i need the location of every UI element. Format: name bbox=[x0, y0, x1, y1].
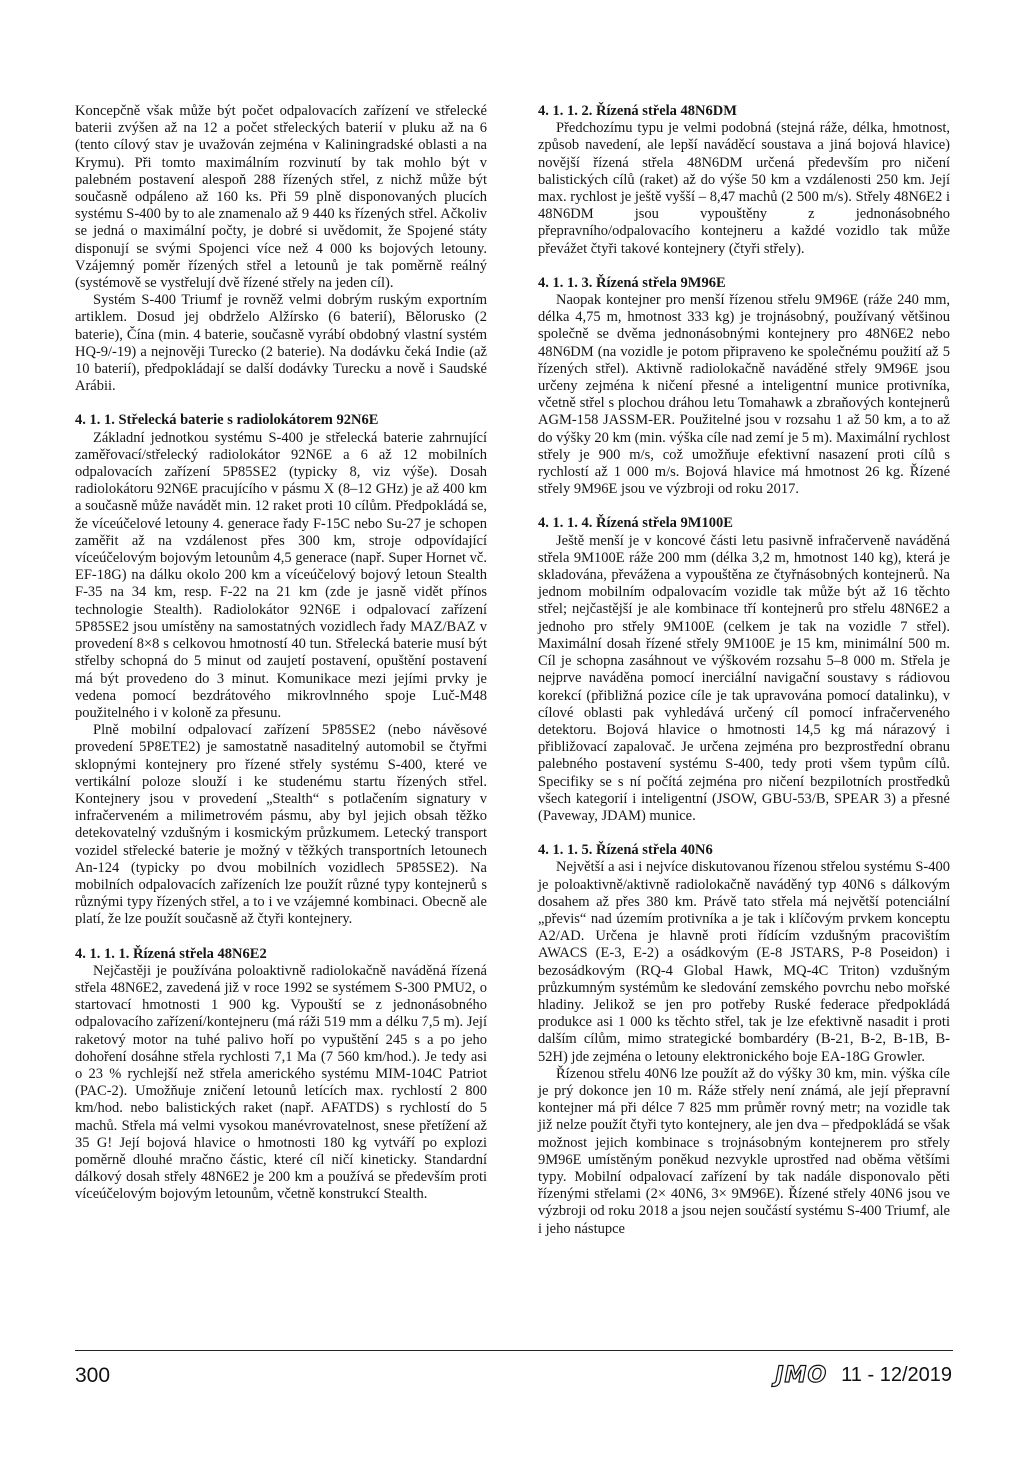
section-heading: 4. 1. 1. 3. Řízená střela 9M96E bbox=[538, 274, 726, 291]
paragraph: Předchozímu typu je velmi podobná (stejná ráže, délka, hmotnost, způsob navedení, ale lepší naváděcí soustava a jiná bojová hlavice) novější řízená střela 48N6DM určená především pro ničení balistických cílů (raket) až do výše 50 km a vzdálenosti 250 km. Její max. rychlost je ještě vyšší – 8,47 machů (2 500 m/s). Střely 48N6E2 i 48N6DM jsou vypouštěny z jednonásobného přepravního/odpalovacího kontejneru a každé vozidlo tak může převážet čtyři takové kontejnery (čtyři střely). bbox=[538, 120, 950, 257]
issue-label: 11 - 12/2019 bbox=[841, 1364, 952, 1386]
footer-rule bbox=[75, 1350, 953, 1351]
section-heading: 4. 1. 1. 5. Řízená střela 40N6 bbox=[538, 842, 713, 859]
paragraph: Řízenou střelu 40N6 lze použít až do výšky 30 km, min. výška cíle je prý dokonce jen 10 m. Ráže střely není známá, ale její přepravní kontejner má při délce 7 825 mm průměr rovný metr; na vozidle tak již nelze použít čtyři tyto kontejnery, ale jen dva – předpokládá se však možnost jejich kombinace s trojnásobným kontejnerem pro střely 9M96E umístěným poněkud nezvykle uprostřed nad oběma většími typy. Mobilní odpalovací zařízení by tak nadále disponovalo pěti řízenými střelami (2× 40N6, 3× 9M96E). Řízené střely 40N6 jsou ve výzbroji od roku 2018 a jsou nejen součástí systému S-400 Triumf, ale i jeho nástupce bbox=[538, 1065, 950, 1237]
journal-logo: JMO bbox=[775, 1363, 828, 1388]
paragraph: Systém S-400 Triumf je rovněž velmi dobrým ruským exportním artiklem. Dosud jej obdrželo Alžírsko (6 baterií), Bělorusko (2 baterie), Čína (min. 4 baterie, současně vyrábí obdobný vlastní systém HQ-9/-19) a nejnověji Turecko (2 baterie). Na dodávku čeká Indie (až 10 baterií), předpokládají se další dodávky Turecku a nově i Saudské Arábii. bbox=[75, 292, 487, 395]
section-heading: 4. 1. 1. Střelecká baterie s radiolokátorem 92N6E bbox=[75, 412, 379, 429]
paragraph: Ještě menší je v koncové části letu pasivně infračerveně naváděná střela 9M100E ráže 200 mm (délka 3,2 m, hmotnost 140 kg), která je skladována, převážena a vypouštěna ze čtyřnásobných kontejnerů. Na jednom mobilním odpalovacím vozidle tak může být až 16 těchto střel; nejčastější je ale kombinace tří kontejnerů pro střelu 48N6E2 a jednoho pro střely 9M100E (celkem je tak na vozidle 7 střel). Maximální dosah řízené střely 9M100E je 15 km, minimální 500 m. Cíl je schopna zasáhnout ve výškovém rozsahu 5–8 000 m. Střela je nejprve naváděna pomocí inerciální navigační soustavy s rádiovou korekcí (přibližná pozice cíle je tak upravována pomocí datalinku), v cílové oblasti pak vyhledává určený cíl pomocí infračerveného detektoru. Bojová hlavice o hmotnosti 14,5 kg má nárazový i přibližovací zapalovač. Je určena zejména pro bezprostřední obranu palebného postavení systému S-400, tedy proti všem typům cílů. Specifiky se s ní počítá zejména pro ničení bezpilotních prostředků všech kategorií i inteligentní (JSOW, GBU-53/B, SPEAR 3) a přesné (Paveway, JDAM) munice. bbox=[538, 532, 950, 824]
section-heading: 4. 1. 1. 1. Řízená střela 48N6E2 bbox=[75, 945, 267, 962]
paragraph: Koncepčně však může být počet odpalovacích zařízení ve střelecké baterii zvýšen až na 12 a počet střeleckých baterií v pluku až na 6 (tento cílový stav je uvažován zejména v Kaliningradské oblasti a na Krymu). Při tomto maximálním rozvinutí by tak mohlo být v palebném postavení alespoň 288 řízených střel, z nichž může být současně odpáleno až 160 ks. Při 59 plně disponovaných plucích systému S-400 by to ale znamenalo až 9 440 ks řízených střel. Ačkoliv se jedná o maximální počty, je dobré si uvědomit, že Spojené státy disponují se svými Spojenci více než 4 000 ks bojových letouny. Vzájemný poměr řízených střel a letounů je tak poměrně reálný (systémově se vystřelují dvě řízené střely na jeden cíl). bbox=[75, 103, 487, 292]
paragraph: Nejčastěji je používána poloaktivně radiolokačně naváděná řízená střela 48N6E2, zavedená již v roce 1992 se systémem S-300 PMU2, o startovací hmotnosti 1 900 kg. Vypouští se z jednonásobného odpalovacího zařízení/kontejneru (má ráži 519 mm a délku 7,5 m). Její raketový motor na tuhé palivo hoří po vypuštění 245 s a po jeho dohoření dosáhne střela rychlosti 7,1 Ma (7 560 km/hod.). Je tedy asi o 23 % rychlejší než střela amerického systému MIM-104C Patriot (PAC-2). Umožňuje zničení letounů letících max. rychlostí 2 800 km/hod. nebo balistických raket (např. AFATDS) s rychlostí do 5 machů. Střela má velmi vysokou manévrovatelnost, snese přetížení až 35 G! Její bojová hlavice o hmotnosti 180 kg vytváří po explozi poměrně dlouhé mračno částic, které cíl ničí kineticky. Standardní dálkový dosah střely 48N6E2 je 200 km a používá se především proti víceúčelovým bojovým letounům, včetně konstrukcí Stealth. bbox=[75, 962, 487, 1203]
section-heading: 4. 1. 1. 4. Řízená střela 9M100E bbox=[538, 515, 733, 532]
paragraph: Naopak kontejner pro menší řízenou střelu 9M96E (ráže 240 mm, délka 4,75 m, hmotnost 333 kg) je trojnásobný, používaný většinou společně se dvěma jednonásobnými kontejnery pro 48N6E2 nebo 48N6DM (na vozidle je potom připraveno ke společnému použití až 5 řízených střel). Aktivně radiolokačně naváděné střely 9M96E jsou určeny zejména k ničení přesné a inteligentní munice protivníka, včetně střel s plochou dráhou letu Tomahawk a zbraňových kontejnerů AGM-158 JASSM-ER. Použitelné jsou v rozsahu 1 až 50 km, a to až do výšky 20 km (min. výška cíle nad zemí je 5 m). Maximální rychlost střely je 900 m/s, což umožňuje efektivní nasazení proti cílů s rychlostí až 1 000 m/s. Bojová hlavice má hmotnost 26 kg. Řízené střely 9M96E jsou ve výzbroji od roku 2017. bbox=[538, 292, 950, 498]
right-column bbox=[538, 103, 950, 1238]
paragraph: Základní jednotkou systému S-400 je střelecká baterie zahrnující zaměřovací/střelecký radiolokátor 92N6E a 6 až 12 mobilních odpalovacích zařízení 5P85SE2 (typicky 8, viz výše). Dosah radiolokátoru 92N6E pracujícího v pásmu X (8–12 GHz) je až 400 km a současně může navádět min. 12 raket proti 10 cílům. Předpokládá se, že víceúčelové letouny 4. generace řady F-15C nebo Su-27 je schopen zaměřit až na vzdálenost přes 300 km, stroje odpovídající víceúčelovým bojovým letounům 4,5 generace (např. Super Hornet vč. EF-18G) na dálku okolo 200 km a víceúčelový bojový letoun Stealth F-35 na 34 km, resp. F-22 na 21 km (zde je jasně vidět přínos technologie Stealth). Radiolokátor 92N6E i odpalovací zařízení 5P85SE2 jsou umístěny na samostatných vozidlech řady MAZ/BAZ v provedení 8×8 s celkovou hmotností 40 tun. Střelecká baterie musí být střelby schopná do 5 minut od zaujetí postavení, opuštění postavení má být provedeno do 3 minut. Komunikace mezi jejími prvky je vedena pomocí bezdrátového mikrovlnného spoje Luč-M48 použitelného i v koloně za přesunu. bbox=[75, 429, 487, 721]
page-number: 300 bbox=[75, 1364, 111, 1387]
paragraph: Plně mobilní odpalovací zařízení 5P85SE2 (nebo návěsové provedení 5P8ETE2) je samostatně nasaditelný automobil se čtyřmi sklopnými kontejnery pro řízené střely systému S-400, které ve vertikální poloze slouží i ke studenému startu řízených střel. Kontejnery jsou v provedení „Stealth“ s potlačením signatury v infračerveném a milimetrovém pásmu, aby byl jejich obsah těžko detekovatelný vzdušným i kosmickým průzkumem. Letecký transport vozidel střelecké baterie je možný v těžkých transportních letounech An-124 (typicky po dvou mobilních vozidlech 5P85SE2). Na mobilních odpalovacích zařízeních lze použít různé typy kontejnerů s různými typy řízených střel, a to i ve vzájemné kombinaci. Obecně ale platí, že lze použít současně až čtyři kontejnery. bbox=[75, 722, 487, 928]
paragraph: Největší a asi i nejvíce diskutovanou řízenou střelou systému S-400 je poloaktivně/aktivně radiolokačně naváděný typ 40N6 s dálkovým dosahem až přes 380 km. Právě tato střela má největší potenciální „převis“ nad územím protivníka a je tak i klíčovým prvkem konceptu A2/AD. Určena je hlavně proti řídícím vzdušným pracovištím AWACS (E-3, E-2) a osádkovým (E-8 JSTARS, P-8 Poseidon) i bezosádkovým (RQ-4 Global Hawk, MQ-4C Triton) vzdušným průzkumným systémům ke sledování zemského povrchu nebo mořské hladiny. Jelikož se jen pro potřeby Ruské federace předpokládá produkce asi 1 000 ks těchto střel, tak je lze efektivně nasadit i proti dalším cílům, mimo strategické bombardéry (B-21, B-2, B-1B, B-52H) jde zejména o letouny elektronického boje EA-18G Growler. bbox=[538, 859, 950, 1065]
footer-issue bbox=[775, 1363, 952, 1388]
section-heading: 4. 1. 1. 2. Řízená střela 48N6DM bbox=[538, 103, 737, 119]
left-column bbox=[75, 103, 487, 1204]
